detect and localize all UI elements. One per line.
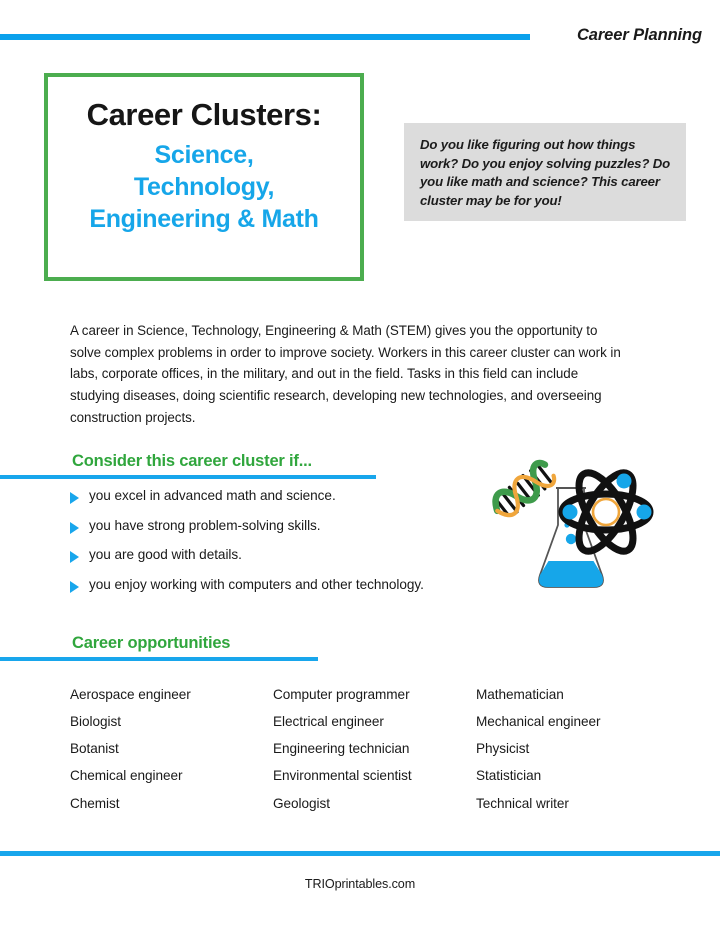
list-item: Electrical engineer [273,714,384,730]
list-item: Physicist [476,741,530,757]
header-rule [0,34,530,40]
subtitle-line-2: Technology, [133,172,275,201]
careers-column-1 [70,688,273,824]
list-item-label: you enjoy working with computers and other technology. [89,576,424,592]
list-item: Environmental scientist [273,768,412,784]
list-item: Geologist [273,795,330,811]
header-category-label: Career Planning [576,26,702,44]
list-item: Aerospace engineer [70,687,191,702]
triangle-bullet-icon [70,522,79,534]
list-item: Computer programmer [273,687,410,702]
callout-text: Do you like figuring out how things work? Do you enjoy solving puzzles? Do you like math and science? This career cluster may be for you! [420,137,671,209]
footer-rule [0,851,720,856]
list-item-label: you have strong problem-solving skills. [89,517,321,533]
list-item: Technical writer [476,795,569,811]
list-item [70,548,490,563]
careers-section-heading: Career opportunities [72,634,231,652]
careers-section-header [0,634,318,661]
page-title: Career Clusters: [86,97,322,132]
list-item: Biologist [70,714,121,730]
list-item: Engineering technician [273,741,410,757]
stem-illustration [482,455,672,615]
triangle-bullet-icon [70,581,79,593]
triangle-bullet-icon [70,551,79,563]
careers-column-2 [273,688,476,824]
list-item: Botanist [70,741,119,757]
list-item: Statistician [476,768,542,784]
intro-paragraph: A career in Science, Technology, Engineering & Math (STEM) gives you the opportunity to solve complex problems in order to improve society. Workers in this career cluster can work in labs, corporate offices, in the military, and out in the field. Tasks in this field can include studying diseases, doing scientific research, developing new technologies, and overseeing construction projects. [70,323,621,425]
careers-section-rule [0,657,318,661]
page-subtitle [89,139,318,235]
list-item: Mechanical engineer [476,714,601,730]
list-item [70,578,490,593]
list-item-label: you excel in advanced math and science. [89,488,336,503]
consider-section-rule [0,475,376,479]
list-item: Mathematician [476,687,564,702]
title-box [44,73,364,281]
list-item-label: you are good with details. [89,547,242,562]
subtitle-line-3: Engineering & Math [89,204,319,233]
list-item: Chemist [70,795,120,811]
careers-grid [70,688,650,824]
list-item: Chemical engineer [70,768,183,784]
dna-helix-icon [489,460,557,521]
consider-bullet-list [70,489,490,607]
careers-column-3 [476,688,650,824]
consider-section-heading: Consider this career cluster if... [72,452,312,470]
triangle-bullet-icon [70,492,79,504]
footer-site-label: TRIOprintables.com [304,877,416,891]
callout-box [404,123,686,221]
list-item [70,489,490,504]
subtitle-line-1: Science, [154,140,254,169]
list-item [70,519,490,534]
consider-section-header [0,452,376,479]
